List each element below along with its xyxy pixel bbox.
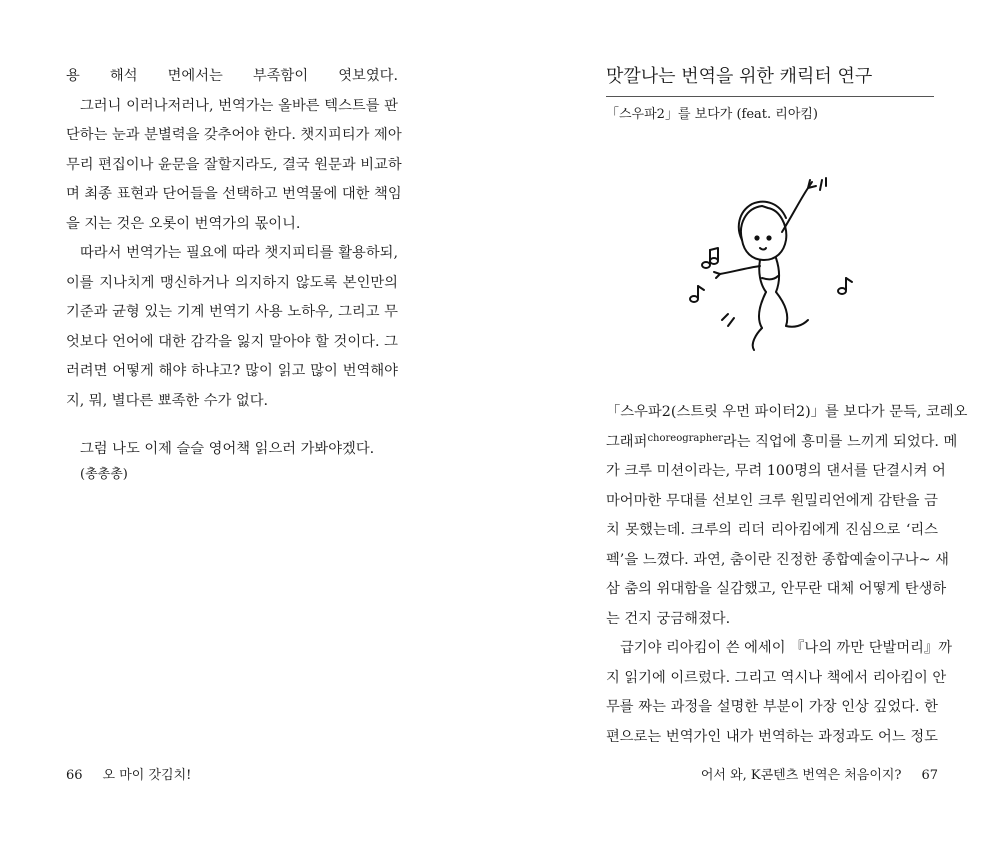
body-line: 그러니 이러나저러나, 번역가는 올바른 텍스트를 판 [80,97,398,114]
annotation-sup: choreographer [647,432,723,444]
body-line: 지 읽기에 이르렀다. 그리고 역시나 책에서 리아킴이 안 [606,669,947,686]
body-line: 급기야 리아킴이 쓴 에세이 『나의 까만 단발머리』까 [620,640,953,656]
body-line: 무를 짜는 과정을 설명한 부분이 가장 인상 깊었다. 한 [606,699,938,715]
section-subtitle: 「스우파2」를 보다가 (feat. 리아킴) [606,107,819,122]
body-line: 삼 춤의 위대함을 실감했고, 안무란 대체 어떻게 탄생하 [606,581,947,597]
word: 그래퍼 [606,433,648,450]
body-line: 엇보다 언어에 대한 감각을 잃지 말아야 할 것이다. 그 [66,333,398,350]
body-line: 단하는 눈과 분별력을 갖추어야 한다. 챗지피티가 제아 [66,127,402,143]
right-body-text [606,398,968,752]
body-line [606,428,958,458]
body-line: 따라서 번역가는 필요에 따라 챗지피티를 활용하되, [80,245,398,261]
body-line: 용 해석 면에서는 부족함이 엿보였다. [66,68,398,84]
body-line: 는 건지 궁금해졌다. [606,610,731,627]
body-line: 펙’을 느꼈다. 과연, 춤이란 진정한 종합예술이구나~ 새 [606,551,949,568]
body-line: 을 지는 것은 오롯이 번역가의 몫이니. [66,215,301,232]
body-line: 이를 지나치게 맹신하거나 의지하지 않도록 본인만의 [66,274,398,291]
body-line: 치 못했는데. 크루의 리더 리아킴에게 진심으로 ‘리스 [606,522,938,538]
page-number: 67 [921,768,938,783]
body-line: 무리 편집이나 윤문을 잘할지라도, 결국 원문과 비교하 [66,156,402,173]
body-line: 마어마한 무대를 선보인 크루 원밀리언에게 감탄을 금 [606,492,938,509]
section-title: 맛깔나는 번역을 위한 캐릭터 연구 [606,62,934,97]
right-page [500,0,1000,853]
right-folio [701,764,938,783]
body-line: 편으로는 번역가인 내가 번역하는 과정과도 어느 정도 [606,728,938,745]
body-line: 러려면 어떻게 해야 하냐고? 많이 읽고 많이 번역해야 [66,363,398,379]
running-head: 오 마이 갓김치! [102,768,192,783]
body-line: 며 최종 표현과 단어들을 선택하고 번역물에 대한 책임 [66,186,402,202]
closing-line: 그럼 나도 이제 슬슬 영어책 읽으러 가봐야겠다. [80,441,375,457]
body-line: 가 크루 미션이라는, 무려 100명의 댄서를 단결시켜 어 [606,463,946,479]
body-line: 지, 뭐, 별다른 뾰족한 수가 없다. [66,392,269,409]
left-body-text [66,62,402,488]
body-line: 기준과 균형 있는 기계 번역기 사용 노하우, 그리고 무 [66,304,398,320]
page-number: 66 [66,768,83,783]
word: 라는 직업에 흥미를 느끼게 되었다. 메 [722,433,958,450]
body-line: 「스우파2(스트릿 우먼 파이터2)」를 보다가 문득, 코레오 [606,404,968,420]
running-head: 어서 와, K콘텐츠 번역은 처음이지? [700,768,902,783]
left-folio [66,764,191,783]
dancing-girl-illustration-icon [676,168,866,358]
closing-note: (총총총) [80,467,128,482]
